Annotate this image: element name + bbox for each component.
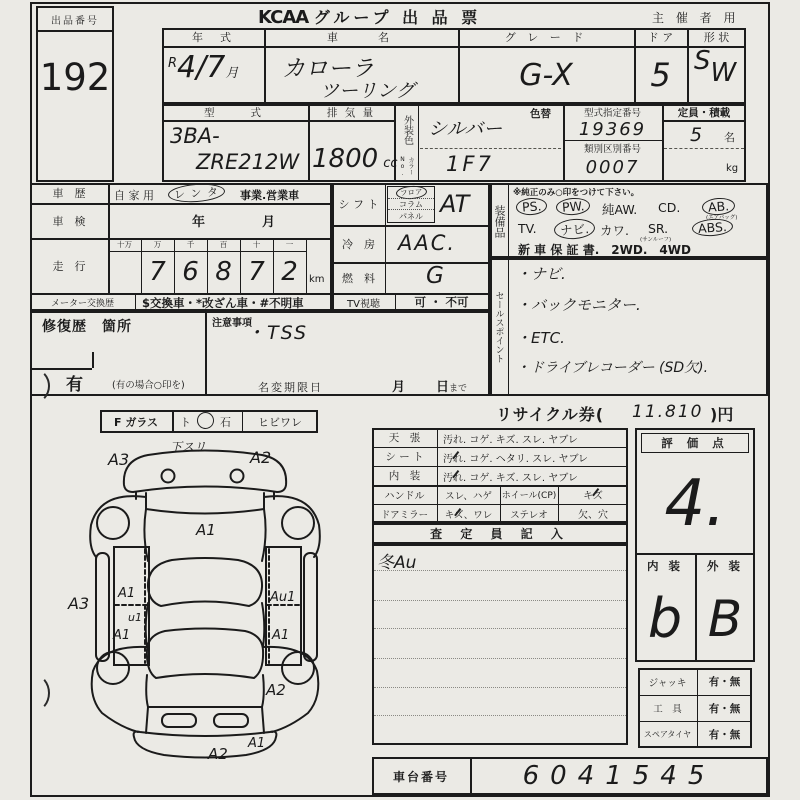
repair-exists-note: (有の場合○印を) xyxy=(112,380,185,391)
spare-tire-value: 有・無 xyxy=(708,729,741,741)
tools-value: 有・無 xyxy=(708,702,741,715)
inspection-year: 年 xyxy=(192,215,206,230)
meter-label: メーター交換歴 xyxy=(50,298,114,309)
inspector-note: 冬Au xyxy=(377,553,417,573)
glass-crack: ヒビワレ xyxy=(258,415,302,429)
score-value: 4. xyxy=(664,467,726,541)
capacity-unit: 名 xyxy=(724,131,735,144)
inspection-month: 月 xyxy=(262,215,276,230)
recycle-value: 11.810 xyxy=(632,402,704,422)
score-header: 評 価 点 xyxy=(641,433,749,453)
ac-value: AAC. xyxy=(398,231,457,255)
cond-seat-label: シ ー ト xyxy=(385,451,424,463)
diagram-label-a2-rquarter: A2 xyxy=(266,681,286,699)
equip-sr-sub: (サンルーフ) xyxy=(640,237,672,243)
title-logo: KCAA xyxy=(258,7,309,28)
equip-ab: AB. xyxy=(701,197,735,216)
equip-tv: TV. xyxy=(518,221,537,236)
diagram-label-u1-ldoor: u1 xyxy=(128,611,142,624)
interior-score-value: b xyxy=(647,586,683,650)
cond-ceiling-label: 天 張 xyxy=(388,432,421,444)
odo-d-4: 7 xyxy=(248,257,265,287)
fuel-label: 燃 料 xyxy=(342,271,375,285)
lot-number: 192 xyxy=(39,55,111,99)
odo-h-4: 十 xyxy=(252,240,261,249)
shape-value: SW xyxy=(694,46,737,88)
type-cert-label: 型式指定番号 xyxy=(583,108,641,119)
inspector-header: 査 定 員 記 入 xyxy=(372,523,628,544)
glass-stone-suffix: 石 xyxy=(220,416,231,429)
chassis-value: 6041545 xyxy=(522,761,716,791)
spare-tire-label: スペアタイヤ xyxy=(643,730,692,739)
cond-handle-label: ハンドル xyxy=(384,491,425,502)
equip-navi: ナビ. xyxy=(553,218,595,241)
stray-mark-2 xyxy=(18,674,50,712)
shift-label: シ フ ト xyxy=(338,198,379,211)
odo-unit: km xyxy=(309,274,325,285)
equipment-label: 装備品 xyxy=(493,204,506,238)
car-name-line1: カローラ xyxy=(282,56,374,82)
cond-wheel-label: ホイール(CP) xyxy=(501,491,557,501)
cond-seat-value: 汚れ. コゲ. ヘタリ. スレ. ヤブレ xyxy=(443,450,588,465)
cond-wheel-value: キズ xyxy=(558,485,628,504)
cond-stereo-label: ステレオ xyxy=(510,509,548,521)
odo-h-2: 千 xyxy=(186,240,195,249)
odo-h-0: 十万 xyxy=(117,240,132,249)
cond-mirror-value: キズ、ワレ xyxy=(437,504,500,523)
diagram-label-a1-rrear: A1 xyxy=(272,628,290,643)
organizer-label: 主 催 者 用 xyxy=(652,11,740,25)
glass-label: F ガラス xyxy=(113,415,158,429)
cond-lack-label: 欠、穴 xyxy=(578,510,608,521)
door-label: ド ア xyxy=(647,31,674,44)
interior-score-label: 内 装 xyxy=(646,559,683,573)
equip-abs: ABS. xyxy=(691,218,733,238)
ac-label: 冷 房 xyxy=(342,237,375,251)
diagram-label-au1-rdoor: Au1 xyxy=(270,590,296,605)
sheet-title xyxy=(258,5,481,28)
diagram-label-a1-lrear: A1 xyxy=(113,628,131,643)
tv-value: 可 ・ 不可 xyxy=(414,295,469,309)
meter-text: $交換車・*改ざん車・#不明車 xyxy=(142,296,304,310)
class-no-label: 類別区別番号 xyxy=(583,144,641,155)
odo-d-2: 6 xyxy=(182,257,199,287)
jack-label: ジャッキ xyxy=(648,677,687,689)
jack-value: 有・無 xyxy=(708,676,741,688)
equip-cd: CD. xyxy=(658,200,681,215)
sales-item-2: ・ETC. xyxy=(516,329,565,347)
sales-item-0: ・ナビ. xyxy=(516,265,566,283)
cond-handle-value: スレ、ハゲ xyxy=(445,490,492,502)
exterior-score-label: 外 装 xyxy=(706,559,743,573)
equip-aw: 純AW. xyxy=(602,202,638,217)
model-value-line2: ZRE212W xyxy=(196,150,300,174)
car-diagram xyxy=(50,435,350,765)
color-change-label: 色替 xyxy=(530,108,551,120)
repair-exists: 有 xyxy=(66,375,83,395)
equip-sr: SR. xyxy=(648,221,669,236)
chassis-label: 車台番号 xyxy=(392,769,449,784)
displacement-label: 排 気 量 xyxy=(326,106,376,119)
fuel-value: G xyxy=(426,263,444,289)
recycle-label: リサイクル券( xyxy=(496,405,605,424)
odo-d-1: 7 xyxy=(149,257,166,287)
diagram-label-a1-ldoor: A1 xyxy=(118,586,136,601)
title-text: グループ 出 品 票 xyxy=(313,8,482,27)
model-label: 型 式 xyxy=(204,106,266,119)
class-no-value: 0007 xyxy=(585,156,640,178)
shift-column: コラム xyxy=(388,198,434,210)
color-code: 1F7 xyxy=(446,152,494,176)
mileage-label: 走 行 xyxy=(52,259,86,273)
equip-pw: PW. xyxy=(555,197,591,216)
type-cert-value: 19369 xyxy=(578,118,647,140)
displacement-value: 1800 cc xyxy=(312,144,398,174)
lot-label: 出品番号 xyxy=(51,15,99,27)
year-label: 年 式 xyxy=(192,31,234,44)
exterior-color-label: 外装色 xyxy=(401,115,413,145)
diagram-label-a3-left: A3 xyxy=(68,594,90,613)
equip-ab-sub: (エアバッグ) xyxy=(706,215,738,221)
diagram-label-a2-rbumper: A2 xyxy=(208,745,228,763)
door-value: 5 xyxy=(650,56,671,94)
equipment-note: ※純正のみ○印をつけて下さい。 xyxy=(513,188,640,198)
diagram-label-a1-hood: A1 xyxy=(196,521,216,539)
lot-label-box xyxy=(36,6,114,32)
color-no-label: カラーNo. xyxy=(399,155,414,177)
sales-label: セールスポイント xyxy=(493,291,504,363)
history-business: 事業.営業車 xyxy=(240,189,300,202)
exterior-score-value: B xyxy=(707,590,743,648)
tv-label: TV視聴 xyxy=(347,298,380,310)
rename-day: 日まで xyxy=(436,380,468,395)
sales-item-1: ・バックモニター. xyxy=(516,296,641,314)
cond-interior-label: 内 装 xyxy=(388,470,421,482)
diagram-label-a1-rbumper: A1 xyxy=(248,736,266,751)
caution-value: ・TSS xyxy=(246,322,309,344)
cond-interior-value: 汚れ. コゲ. キズ. スレ. ヤブレ xyxy=(443,469,578,484)
sales-item-3: ・ドライブレコーダー (SD欠). xyxy=(516,360,709,376)
cond-ceiling-value: 汚れ. コゲ. キズ. スレ. ヤブレ xyxy=(443,435,578,446)
cond-mirror-label: ドアミラー xyxy=(380,509,429,521)
history-private: 自 家 用 xyxy=(114,189,154,202)
diagram-label-a2-front: A2 xyxy=(250,448,272,467)
shape-label: 形 状 xyxy=(703,31,730,44)
color-value: シルバー xyxy=(428,118,503,140)
odo-d-5: 2 xyxy=(281,257,298,287)
car-name-line2: ツーリング xyxy=(320,80,415,102)
stray-mark-1 xyxy=(16,368,50,404)
rename-label: 名変期限日 xyxy=(258,381,323,394)
rename-month: 月 xyxy=(392,380,406,395)
repair-label: 修復歴 箇所 xyxy=(42,319,132,335)
history-rental: レ ン タ xyxy=(167,182,225,204)
recycle-suffix: )円 xyxy=(710,405,734,424)
diagram-label-shitasuri: 下スリ xyxy=(170,440,207,454)
load-unit: kg xyxy=(726,163,739,174)
odo-h-1: 万 xyxy=(153,240,162,249)
odo-h-3: 百 xyxy=(219,240,228,249)
glass-stone-prefix: ト xyxy=(180,416,191,429)
tools-label: 工 具 xyxy=(653,704,682,715)
odo-d-0 xyxy=(108,253,141,291)
shift-value: AT xyxy=(440,190,470,218)
equip-ps: PS. xyxy=(515,197,548,216)
capacity-label: 定員・積載 xyxy=(677,107,731,119)
odo-d-3: 8 xyxy=(215,257,232,287)
grade-label: グ レ ー ド xyxy=(504,31,588,44)
year-value: $^R$4/7月 xyxy=(168,50,239,85)
equip-kawa: カワ. xyxy=(600,223,629,238)
model-value-line1: 3BA- xyxy=(170,124,220,148)
capacity-value: 5 xyxy=(690,124,703,146)
history-label: 車 歴 xyxy=(52,187,86,200)
equip-line3: 新 車 保 証 書. 2WD. 4WD xyxy=(518,243,691,257)
shift-panel: パネル xyxy=(399,211,423,221)
caution-label: 注意事項 xyxy=(212,318,252,329)
shift-floor: フロア xyxy=(395,184,426,199)
grade-value: G-X xyxy=(519,57,573,93)
odo-h-5: 一 xyxy=(285,240,294,249)
inspection-label: 車 検 xyxy=(52,214,86,228)
diagram-label-a3-front: A3 xyxy=(108,450,130,469)
name-label: 車 名 xyxy=(327,31,395,44)
